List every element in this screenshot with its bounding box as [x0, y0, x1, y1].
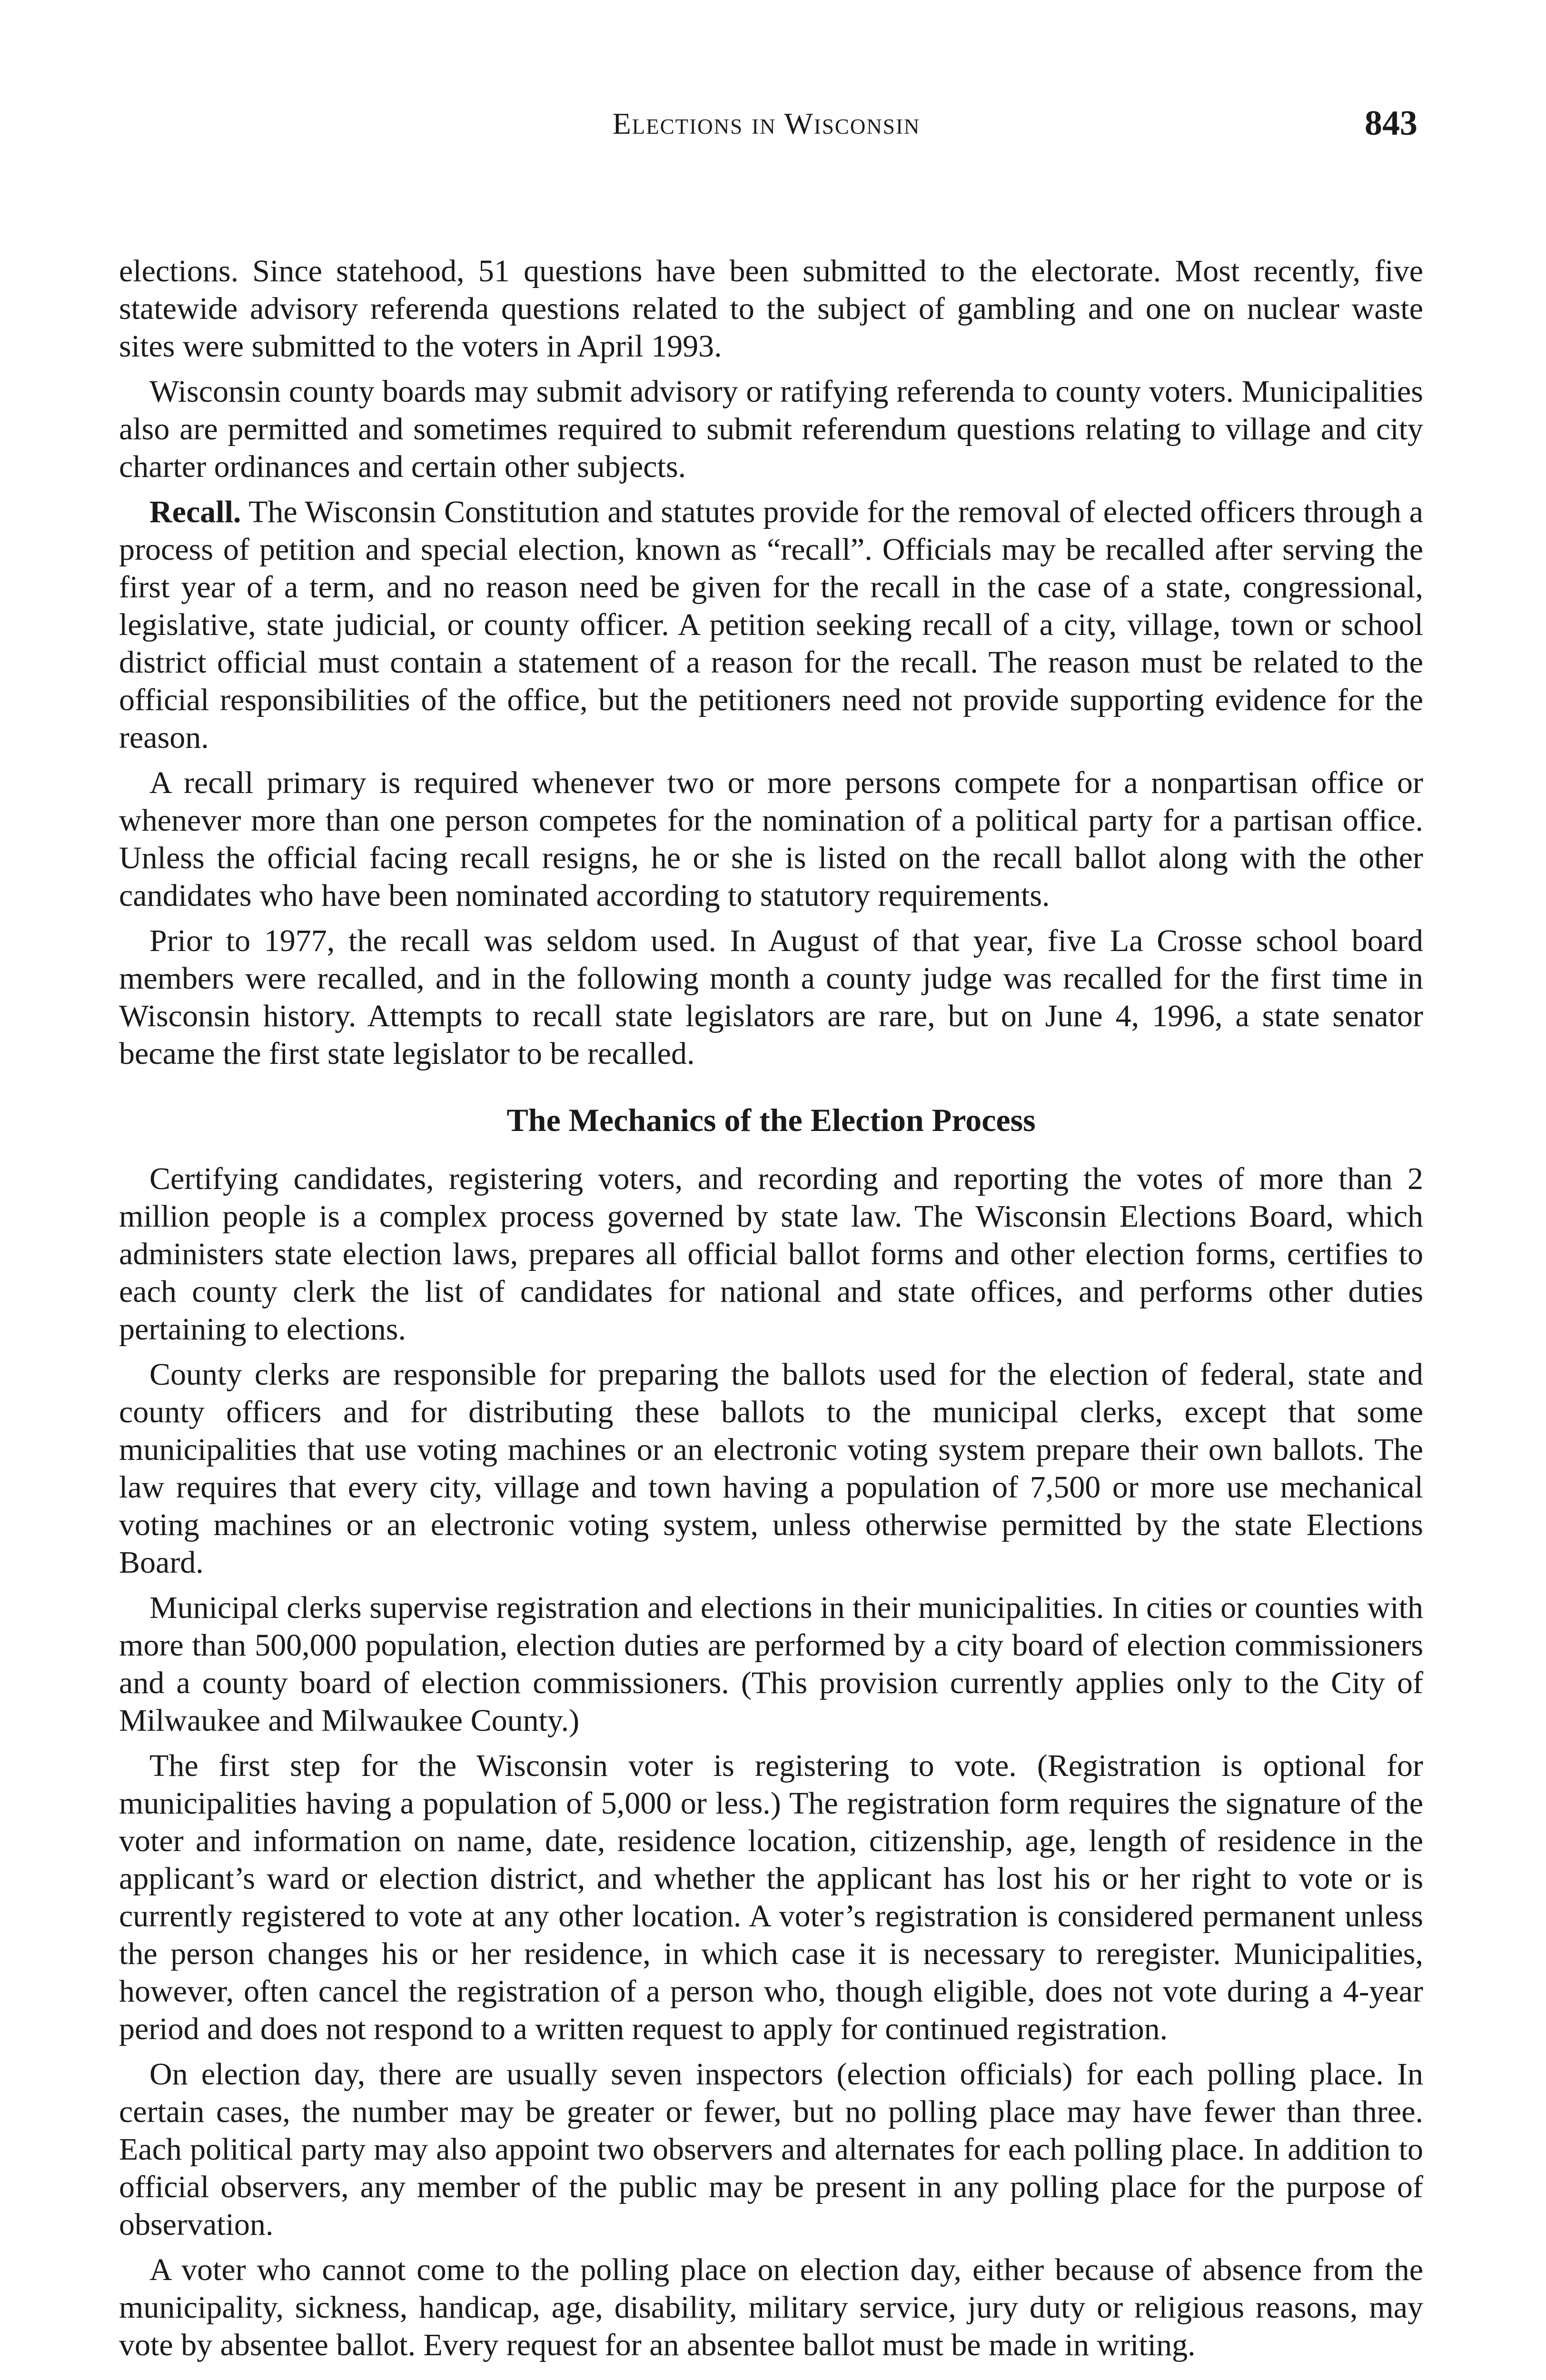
- paragraph-recall: [119, 493, 1423, 756]
- paragraph: Prior to 1977, the recall was seldom used. In August of that year, five La Crosse school board members were recalled, and in the following month a county judge was recalled for the first time in Wisconsin history. Attempts to recall state legislators are rare, but on June 4, 1996, a state senator became the first state legislator to be recalled.: [119, 923, 1423, 1071]
- paragraph: County clerks are responsible for preparing the ballots used for the election of federal, state and county officers and for distributing these ballots to the municipal clerks, except that some municipalities that use voting machines or an electronic voting system prepare their own ballots. The law requires that every city, village and town having a population of 7,500 or more use mechanical voting machines or an electronic voting system, unless otherwise permitted by the state Elections Board.: [119, 1357, 1423, 1580]
- paragraph: Wisconsin county boards may submit advisory or ratifying referenda to county voters. Municipalities also are permitted and sometimes required to submit referendum questions relating to village and city charter ordinances and certain other subjects.: [119, 374, 1423, 484]
- run-in-heading: Recall.: [149, 495, 241, 529]
- body-text: [119, 252, 1423, 2371]
- paragraph-text: The Wisconsin Constitution and statutes provide for the removal of elected officers through a process of petition and special election, known as “recall”. Officials may be recalled after serving the first year of a term, and no reason need be given for the recall in the case of a state, congressional, legislative, state judicial, or county officer. A petition seeking recall of a city, village, town or school district official must contain a statement of a reason for the recall. The reason must be related to the official responsibilities of the office, but the petitioners need not provide supporting evidence for the reason.: [119, 495, 1423, 755]
- page-number: 843: [1365, 104, 1417, 143]
- paragraph: Certifying candidates, registering voters, and recording and reporting the votes of more than 2 million people is a complex process governed by state law. The Wisconsin Elections Board, which administers state election laws, prepares all official ballot forms and other election forms, certifies to each county clerk the list of candidates for national and state offices, and performs other duties pertaining to elections.: [119, 1161, 1423, 1347]
- paragraph: elections. Since statehood, 51 questions have been submitted to the electorate. Most recently, five statewide advisory referenda questions related to the subject of gambling and one on nuclear waste sites were submitted to the voters in April 1993.: [119, 254, 1423, 364]
- paragraph: A recall primary is required whenever two or more persons compete for a nonpartisan office or whenever more than one person competes for the nomination of a political party for a partisan office. Unless the official facing recall resigns, he or she is listed on the recall ballot along with the other candidates who have been nominated according to statutory requirements.: [119, 765, 1423, 913]
- section-heading: The Mechanics of the Election Process: [506, 1102, 1036, 1138]
- running-head: Elections in Wisconsin: [612, 107, 921, 140]
- paragraph: Municipal clerks supervise registration and elections in their municipalities. In cities or counties with more than 500,000 population, election duties are performed by a city board of election commissioners and a county board of election commissioners. (This provision currently applies only to the City of Milwaukee and Milwaukee County.): [119, 1590, 1423, 1738]
- paragraph: The first step for the Wisconsin voter is registering to vote. (Registration is optional for municipalities having a population of 5,000 or less.) The registration form requires the signature of the voter and information on name, date, residence location, citizenship, age, length of residence in the applicant’s ward or election district, and whether the applicant has lost his or her right to vote or is currently registered to vote at any other location. A voter’s registration is considered permanent unless the person changes his or her residence, in which case it is necessary to reregister. Municipalities, however, often cancel the registration of a person who, though eligible, does not vote during a 4-year period and does not respond to a written request to apply for continued registration.: [119, 1748, 1423, 2046]
- paragraph: On election day, there are usually seven inspectors (election officials) for each polling place. In certain cases, the number may be greater or fewer, but no polling place may have fewer than three. Each political party may also appoint two observers and alternates for each polling place. In addition to official observers, any member of the public may be present in any polling place for the purpose of observation.: [119, 2057, 1423, 2242]
- paragraph: A voter who cannot come to the polling place on election day, either because of absence from the municipality, sickness, handicap, age, disability, military service, jury duty or religious reasons, may vote by absentee ballot. Every request for an absentee ballot must be made in writing.: [119, 2252, 1423, 2362]
